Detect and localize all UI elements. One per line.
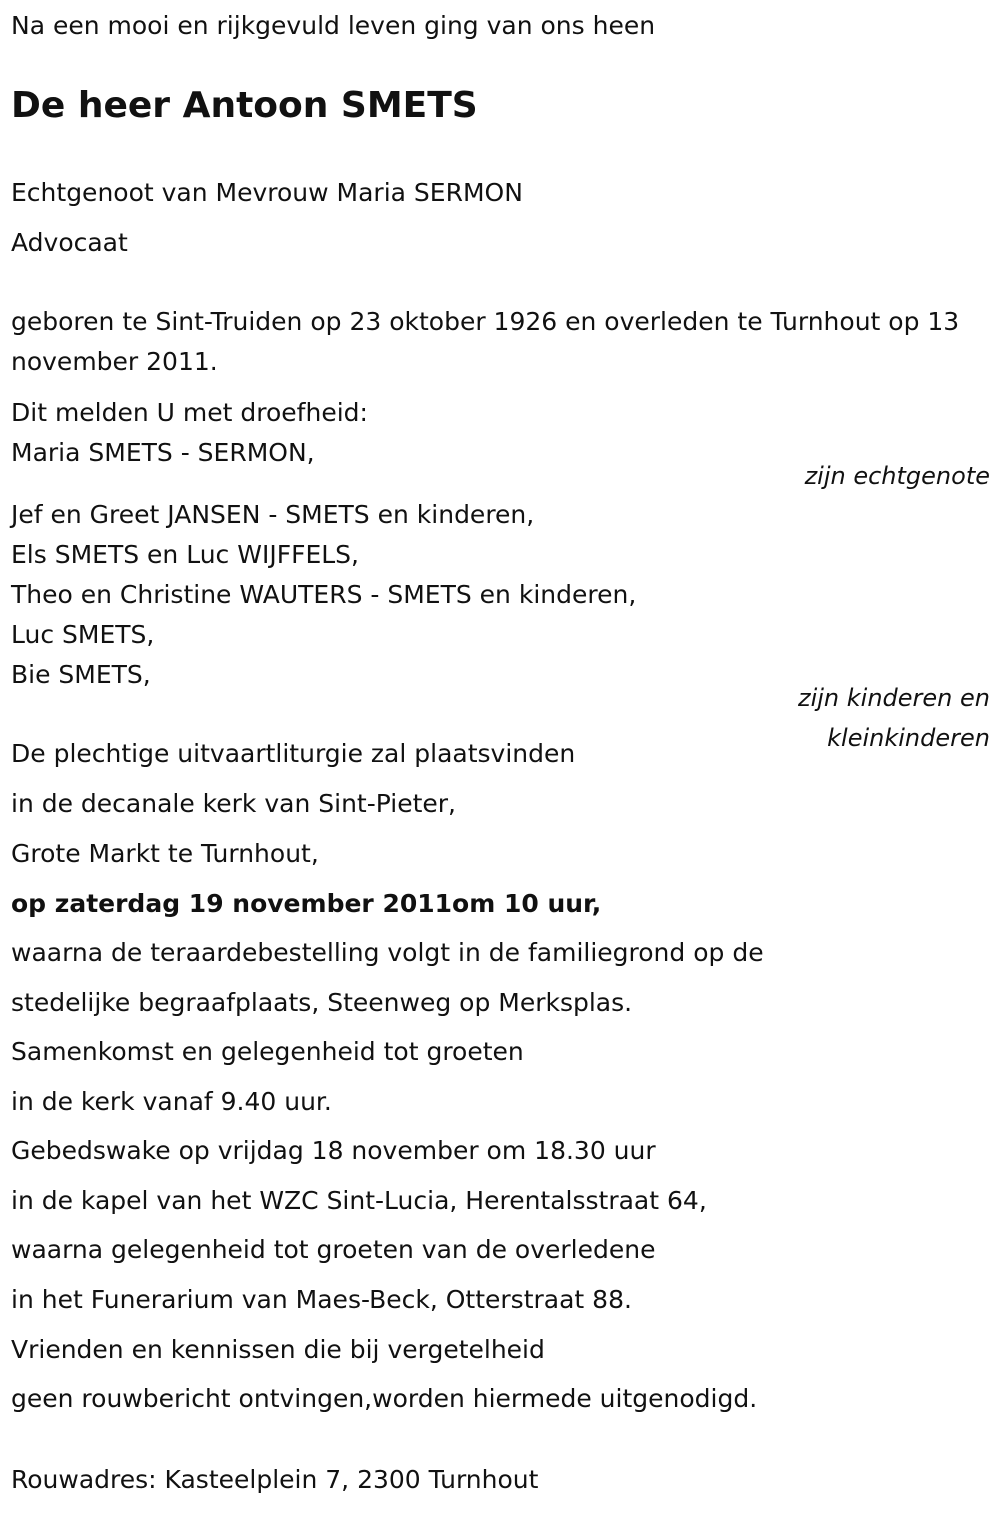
ceremony-line: Grote Markt te Turnhout, bbox=[11, 839, 319, 868]
ceremony-line: in de decanale kerk van Sint-Pieter, bbox=[11, 789, 457, 818]
spouse-mourner: Maria SMETS - SERMON, bbox=[11, 438, 315, 467]
spouse-role: zijn echtgenote bbox=[804, 462, 990, 490]
birth-death-text: geboren te Sint-Truiden op 23 oktober 1926 en overleden te Turnhout op 13 november 2011. bbox=[11, 307, 960, 376]
child-line: Bie SMETS, bbox=[11, 660, 151, 689]
spouse-line: Echtgenoot van Mevrouw Maria SERMON bbox=[11, 178, 523, 207]
deceased-name: De heer Antoon SMETS bbox=[11, 85, 478, 126]
detail-line: in de kerk vanaf 9.40 uur. bbox=[11, 1087, 332, 1116]
detail-line: waarna de teraardebestelling volgt in de familiegrond op de bbox=[11, 938, 764, 967]
children-role-line: kleinkinderen bbox=[827, 724, 990, 752]
ceremony-date: op zaterdag 19 november 2011om 10 uur, bbox=[11, 889, 602, 918]
ceremony-line: De plechtige uitvaartliturgie zal plaatsvinden bbox=[11, 739, 576, 768]
child-line: Luc SMETS, bbox=[11, 620, 155, 649]
profession: Advocaat bbox=[11, 228, 128, 257]
intro-text: Na een mooi en rijkgevuld leven ging van ons heen bbox=[11, 11, 656, 40]
detail-line: Vrienden en kennissen die bij vergetelheid bbox=[11, 1335, 545, 1364]
detail-line: Samenkomst en gelegenheid tot groeten bbox=[11, 1037, 524, 1066]
child-line: Theo en Christine WAUTERS - SMETS en kinderen, bbox=[11, 580, 637, 609]
child-line: Els SMETS en Luc WIJFFELS, bbox=[11, 540, 359, 569]
detail-line: in de kapel van het WZC Sint-Lucia, Herentalsstraat 64, bbox=[11, 1186, 707, 1215]
mourners-intro: Dit melden U met droefheid: bbox=[11, 398, 368, 427]
detail-line: in het Funerarium van Maes-Beck, Otterstraat 88. bbox=[11, 1285, 632, 1314]
detail-line: Gebedswake op vrijdag 18 november om 18.30 uur bbox=[11, 1136, 656, 1165]
detail-line: stedelijke begraafplaats, Steenweg op Merksplas. bbox=[11, 988, 633, 1017]
children-role bbox=[798, 678, 990, 758]
child-line: Jef en Greet JANSEN - SMETS en kinderen, bbox=[11, 500, 535, 529]
children-role-line: zijn kinderen en bbox=[798, 684, 990, 712]
detail-line: waarna gelegenheid tot groeten van de overledene bbox=[11, 1235, 656, 1264]
mourning-address: Rouwadres: Kasteelplein 7, 2300 Turnhout bbox=[11, 1465, 539, 1494]
detail-line: geen rouwbericht ontvingen,worden hiermede uitgenodigd. bbox=[11, 1384, 758, 1413]
